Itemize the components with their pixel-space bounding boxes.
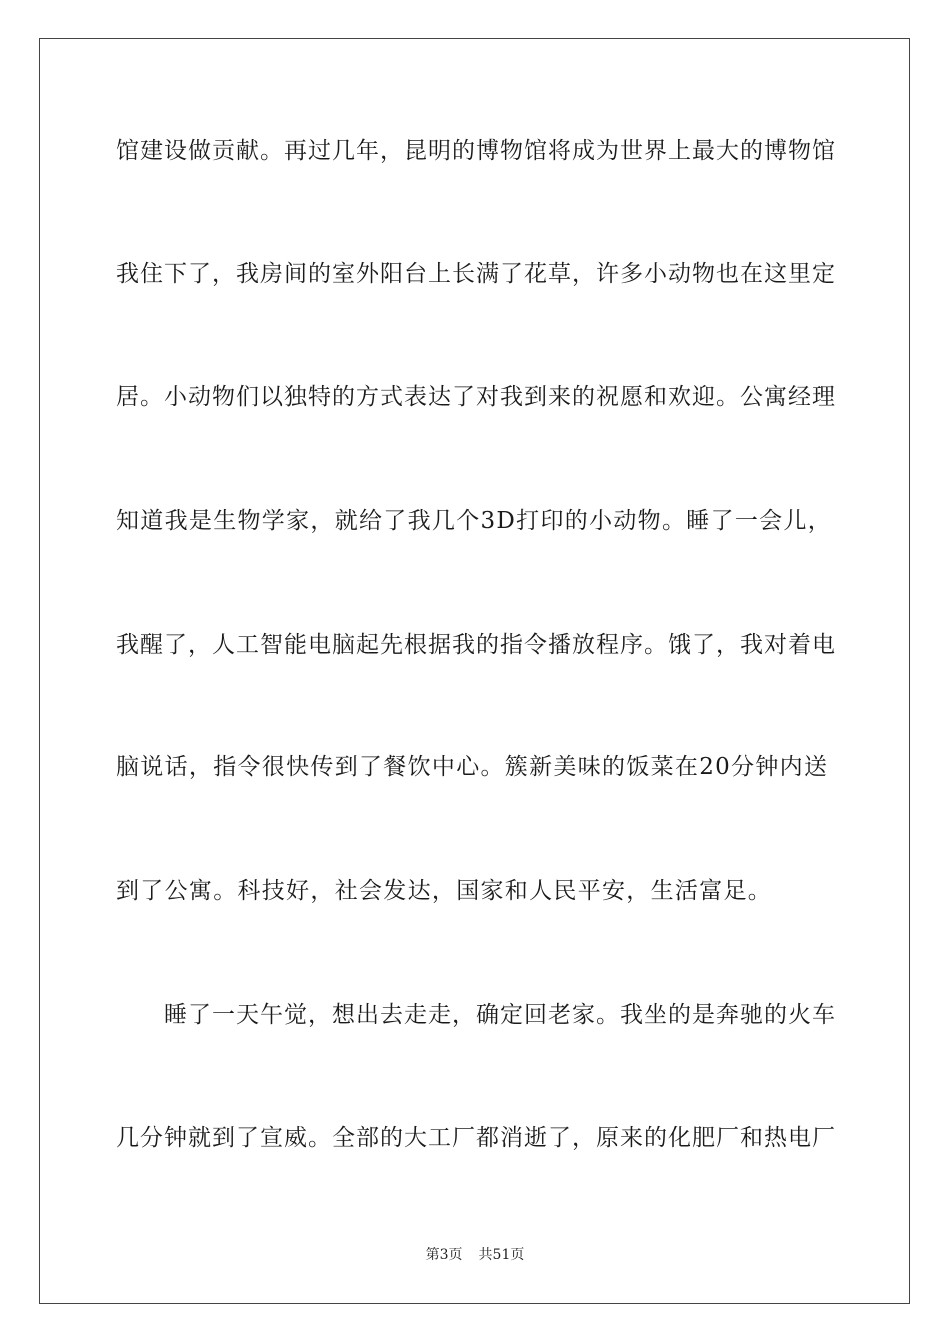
- total-pages: 共51页: [478, 1247, 525, 1263]
- body-text-line-2: 我住下了，我房间的室外阳台上长满了花草，许多小动物也在这里定: [116, 261, 836, 287]
- page-number: 第3页: [425, 1247, 463, 1263]
- body-text-line-1: 馆建设做贡献。再过几年，昆明的博物馆将成为世界上最大的博物馆: [116, 138, 836, 164]
- body-text-line-7: 到了公寓。科技好，社会发达，国家和人民平安，生活富足。: [116, 878, 773, 904]
- body-text-line-9: 几分钟就到了宣威。全部的大工厂都消逝了，原来的化肥厂和热电厂: [116, 1125, 836, 1151]
- body-text-line-8-paragraph-start: 睡了一天午觉，想出去走走，确定回老家。我坐的是奔驰的火车: [164, 1002, 836, 1028]
- body-text-line-4: 知道我是生物学家，就给了我几个3D打印的小动物。睡了一会儿，: [116, 508, 833, 534]
- body-text-line-5: 我醒了，人工智能电脑起先根据我的指令播放程序。饿了，我对着电: [116, 632, 836, 658]
- page-footer: [0, 1246, 950, 1264]
- page-border: [39, 38, 910, 1304]
- body-text-line-6: 脑说话，指令很快传到了餐饮中心。簇新美味的饭菜在20分钟内送: [116, 754, 829, 780]
- body-text-line-3: 居。小动物们以独特的方式表达了对我到来的祝愿和欢迎。公寓经理: [116, 384, 836, 410]
